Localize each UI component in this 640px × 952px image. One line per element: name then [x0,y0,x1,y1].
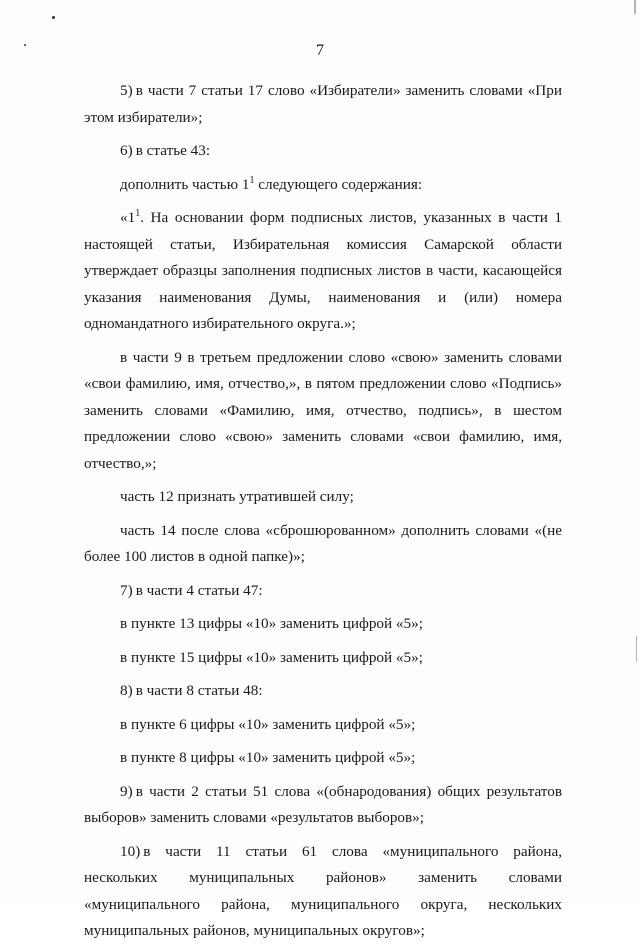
paragraph: в пункте 15 цифры «10» заменить цифрой «5»; [120,648,423,666]
paragraph: в пункте 8 цифры «10» заменить цифрой «5»; [120,749,416,766]
scan-speck [52,16,55,19]
paragraph: 7) в части 4 статьи 47: [120,581,263,599]
paragraph: часть 12 признать утратившей силу; [120,488,354,505]
paragraph: 5) в части 7 статьи 17 слово «Избиратели» заменить словами «При этом избиратели»; [84,82,562,126]
paragraph: часть 14 после слова «сброшюрованном» дополнить словами «(не более 100 листов в одной папке)»; [84,521,562,565]
paragraph: в части 9 в третьем предложении слово «свою» заменить словами «свои фамилию, имя, отчество,», в пятом предложении слово «Подпись» заменить словами «Фамилию, имя, отчество, подпись», в шестом предложении слово «свою» заменить словами «свои фамилию, имя, отчество,»; [84,348,562,472]
paragraph: 9) в части 2 статьи 51 слова «(обнародования) общих результатов выборов» заменить словами «результатов выборов»; [84,782,562,826]
document-body [84,78,562,952]
paragraph: дополнить частью $1^1$ следующего содержания: [120,174,423,193]
paragraph: 10) в части 11 статьи 61 слова «муниципального района, нескольких муниципальных районов» заменить словами «муниципального района, муниципального округа, нескольких муниципальных районов, муниципальных округов»; [84,842,562,939]
paragraph: в пункте 13 цифры «10» заменить цифрой «5»; [120,615,423,632]
paragraph: 6) в статье 43: [120,142,211,159]
paragraph: 8) в части 8 статьи 48: [120,682,263,699]
scan-edge-mark [634,0,636,14]
page-number: 7 [316,42,324,59]
paragraph: в пункте 6 цифры «10» заменить цифрой «5»; [120,715,416,733]
scan-edge-mark [636,636,637,662]
paragraph: «$1^1$. На основании форм подписных листов, указанных в части 1 настоящей статьи, Избирательная комиссия Самарской области утверждает образцы заполнения подписных листов в части, касающейся указания наименования Думы, наименования и (или) номера одномандатного избирательного округа.»; [84,207,562,332]
